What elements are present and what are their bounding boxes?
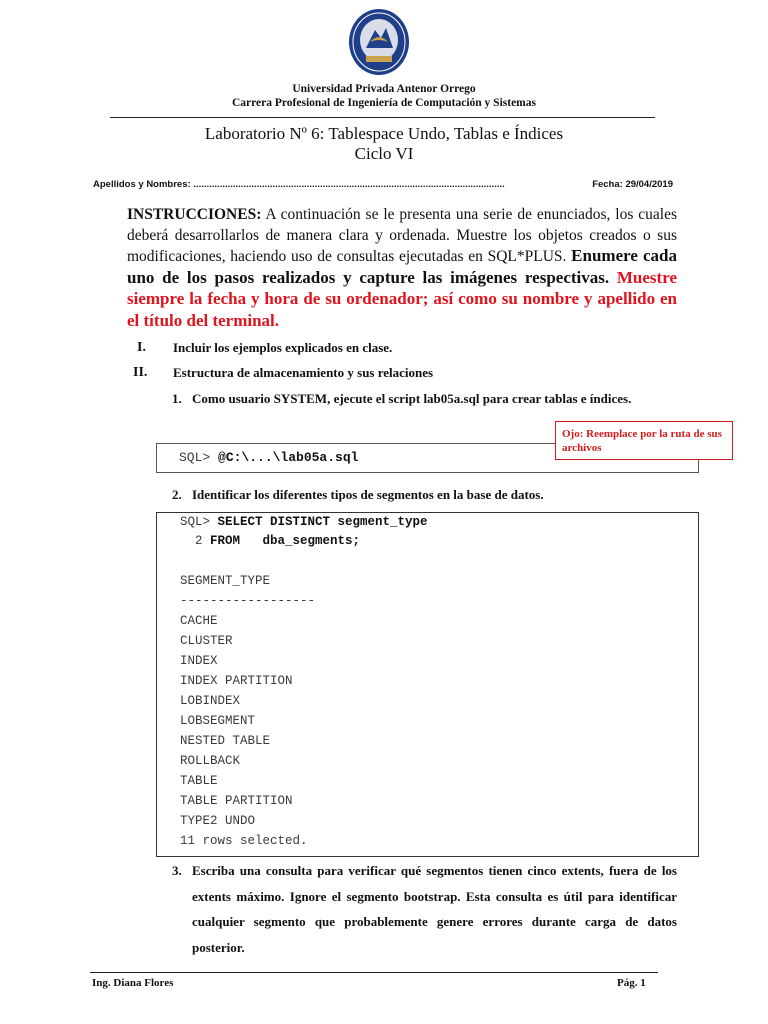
university-logo-icon bbox=[348, 8, 410, 76]
instructions-paragraph bbox=[127, 205, 677, 332]
section-1-number: I. bbox=[137, 340, 146, 355]
result-row: INDEX bbox=[180, 654, 218, 668]
header-divider bbox=[110, 117, 655, 118]
result-row: INDEX PARTITION bbox=[180, 674, 293, 688]
cycle-label: Ciclo VI bbox=[354, 144, 414, 163]
instructions-text: A continuación se le presenta una serie de enunciados, los cuales deberá desarrollarlos de manera clara y ordenada. Muestre los objetos creados o sus modificaciones, haciendo uso de consultas ejecutadas en SQL*PLUS. bbox=[127, 206, 677, 265]
footer-divider bbox=[90, 972, 658, 973]
page-number: Pág. 1 bbox=[617, 977, 646, 989]
career-name: Carrera Profesional de Ingeniería de Computación y Sistemas bbox=[232, 97, 536, 109]
result-header: SEGMENT_TYPE bbox=[180, 574, 271, 588]
query-line-2: 2 FROM dba_segments; bbox=[180, 534, 361, 548]
path-note: Ojo: Reemplace por la ruta de sus archivos bbox=[555, 421, 733, 460]
item-1-text: Como usuario SYSTEM, ejecute el script lab05a.sql para crear tablas e índices. bbox=[192, 391, 632, 406]
names-label: Apellidos y Nombres: ...................................................................................................................... bbox=[93, 179, 505, 190]
section-1-text: Incluir los ejemplos explicados en clase. bbox=[173, 340, 393, 355]
instructions-bold-text: Enumere cada uno de los pasos realizados y capture las imágenes respectivas. bbox=[127, 246, 677, 287]
code-block-segments bbox=[156, 512, 699, 857]
date-label: Fecha: 29/04/2019 bbox=[592, 179, 673, 190]
item-1-number: 1. bbox=[172, 391, 182, 406]
section-2-number: II. bbox=[133, 365, 148, 380]
item-2-text: Identificar los diferentes tipos de segmentos en la base de datos. bbox=[192, 487, 544, 502]
result-row: CLUSTER bbox=[180, 634, 233, 648]
section-2-text: Estructura de almacenamiento y sus relaciones bbox=[173, 365, 434, 380]
lab-title: Laboratorio Nº 6: Tablespace Undo, Tablas e Índices bbox=[204, 124, 564, 143]
result-row: LOBINDEX bbox=[180, 694, 241, 708]
result-row: TYPE2 UNDO bbox=[180, 814, 256, 828]
result-row: CACHE bbox=[180, 614, 218, 628]
result-row: TABLE PARTITION bbox=[180, 794, 293, 808]
university-name: Universidad Privada Antenor Orrego bbox=[292, 83, 476, 95]
instructions-red-text: Muestre siempre la fecha y hora de su ordenador; así como su nombre y apellido en el título del terminal. bbox=[127, 267, 677, 330]
item-2-number: 2. bbox=[172, 487, 182, 502]
sql-prompt: SQL> bbox=[179, 450, 219, 465]
item-3-text: Escriba una consulta para verificar qué segmentos tienen cinco extents, fuera de los extents máximo. Ignore el segmento bootstrap. Esta consulta es útil para identificar cualquier segmento que probablemente genere errores durante carga de datos posterior. bbox=[192, 863, 677, 955]
result-separator: ------------------ bbox=[180, 594, 316, 608]
result-row: LOBSEGMENT bbox=[180, 714, 256, 728]
footer-author: Ing. Diana Flores bbox=[92, 977, 174, 989]
result-row: TABLE bbox=[180, 774, 218, 788]
script-command: @C:\...\lab05a.sql bbox=[218, 450, 359, 465]
instructions-label: INSTRUCCIONES: bbox=[127, 206, 262, 223]
result-footer: 11 rows selected. bbox=[180, 834, 308, 848]
item-3-number: 3. bbox=[172, 863, 182, 878]
student-info-row bbox=[93, 179, 673, 190]
result-row: NESTED TABLE bbox=[180, 734, 271, 748]
result-row: ROLLBACK bbox=[180, 754, 241, 768]
query-line-1: SQL> SELECT DISTINCT segment_type bbox=[180, 515, 428, 529]
